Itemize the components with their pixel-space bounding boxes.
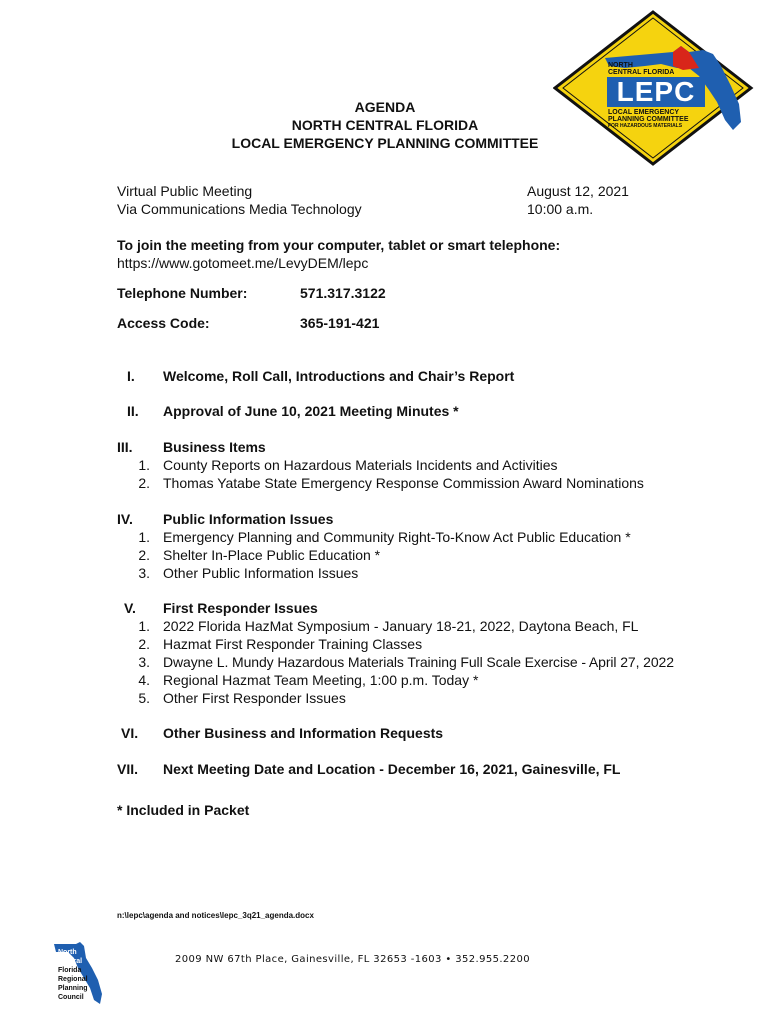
section-6-number: VI. [121, 725, 139, 741]
list-item: Thomas Yatabe State Emergency Response Commission Award Nominations [163, 475, 644, 491]
section-5-title: First Responder Issues [163, 600, 318, 616]
list-item-number: 1. [138, 618, 150, 634]
logo-sub3: FOR HAZARDOUS MATERIALS [608, 123, 683, 129]
section-5-number: V. [124, 600, 136, 616]
section-2-number: II. [127, 403, 139, 419]
list-item-number: 1. [138, 529, 150, 545]
footer-address: 2009 NW 67th Place, Gainesville, FL 32653 -1603 • 352.955.2200 [175, 954, 530, 965]
phone-number: 571.317.3122 [300, 285, 386, 301]
council-name-line: Planning [58, 985, 88, 992]
committee-name: LOCAL EMERGENCY PLANNING COMMITTEE [231, 135, 539, 151]
section-1-number: I. [127, 368, 135, 384]
logo-line1: NORTH [608, 62, 633, 69]
access-code-label: Access Code: [117, 315, 210, 331]
section-2-title: Approval of June 10, 2021 Meeting Minutes * [163, 403, 459, 419]
council-name [58, 948, 88, 1002]
list-item: Hazmat First Responder Training Classes [163, 636, 423, 652]
council-name-line: Florida [58, 967, 82, 974]
council-name-line: Council [58, 994, 84, 1001]
logo-sub1: LOCAL EMERGENCY [608, 109, 680, 116]
section-7-number: VII. [117, 761, 139, 777]
section-3-title: Business Items [163, 439, 266, 455]
list-item-number: 4. [138, 672, 150, 688]
phone-label: Telephone Number: [117, 285, 248, 301]
list-item: Dwayne L. Mundy Hazardous Materials Training Full Scale Exercise - April 27, 2022 [163, 654, 674, 670]
list-item-number: 2. [138, 475, 150, 491]
section-6-title: Other Business and Information Requests [163, 725, 444, 741]
list-item-number: 5. [138, 690, 150, 706]
list-item-number: 1. [138, 457, 150, 473]
section-3-number: III. [117, 439, 133, 455]
list-item-number: 2. [138, 547, 150, 563]
logo-sub2: PLANNING COMMITTEE [608, 116, 689, 123]
section-1-title: Welcome, Roll Call, Introductions and Chair’s Report [163, 368, 515, 384]
list-item-number: 3. [138, 654, 150, 670]
section-7-title: Next Meeting Date and Location - December 16, 2021, Gainesville, FL [163, 761, 621, 777]
council-name-line: Central [58, 958, 83, 965]
list-item: Other Public Information Issues [163, 565, 359, 581]
list-item: Other First Responder Issues [163, 690, 346, 706]
council-name-line: Regional [58, 976, 88, 983]
list-item-number: 3. [138, 565, 150, 581]
section-4-number: IV. [117, 511, 133, 527]
packet-note: * Included in Packet [117, 802, 250, 818]
council-name-line: North [58, 949, 77, 956]
join-url[interactable]: https://www.gotomeet.me/LevyDEM/lepc [117, 255, 369, 271]
agenda-title: AGENDA [354, 99, 416, 115]
list-item: Shelter In-Place Public Education * [163, 547, 381, 563]
list-item: 2022 Florida HazMat Symposium - January 18-21, 2022, Daytona Beach, FL [163, 618, 639, 634]
meeting-time: 10:00 a.m. [527, 201, 594, 217]
list-item: County Reports on Hazardous Materials Incidents and Activities [163, 457, 558, 473]
list-item: Emergency Planning and Community Right-To-Know Act Public Education * [163, 529, 631, 545]
logo-lepc: LEPC [607, 77, 705, 107]
committee-region: NORTH CENTRAL FLORIDA [291, 117, 479, 133]
logo-line2: CENTRAL FLORIDA [608, 69, 675, 76]
meeting-date: August 12, 2021 [527, 183, 629, 199]
list-item-number: 2. [138, 636, 150, 652]
meeting-via: Via Communications Media Technology [117, 201, 362, 217]
join-heading: To join the meeting from your computer, tablet or smart telephone: [117, 237, 561, 253]
list-item: Regional Hazmat Team Meeting, 1:00 p.m. Today * [163, 672, 479, 688]
access-code: 365-191-421 [300, 315, 380, 331]
meeting-type: Virtual Public Meeting [117, 183, 253, 199]
section-4-title: Public Information Issues [163, 511, 334, 527]
file-path: n:\lepc\agenda and notices\lepc_3q21_agenda.docx [117, 911, 314, 920]
